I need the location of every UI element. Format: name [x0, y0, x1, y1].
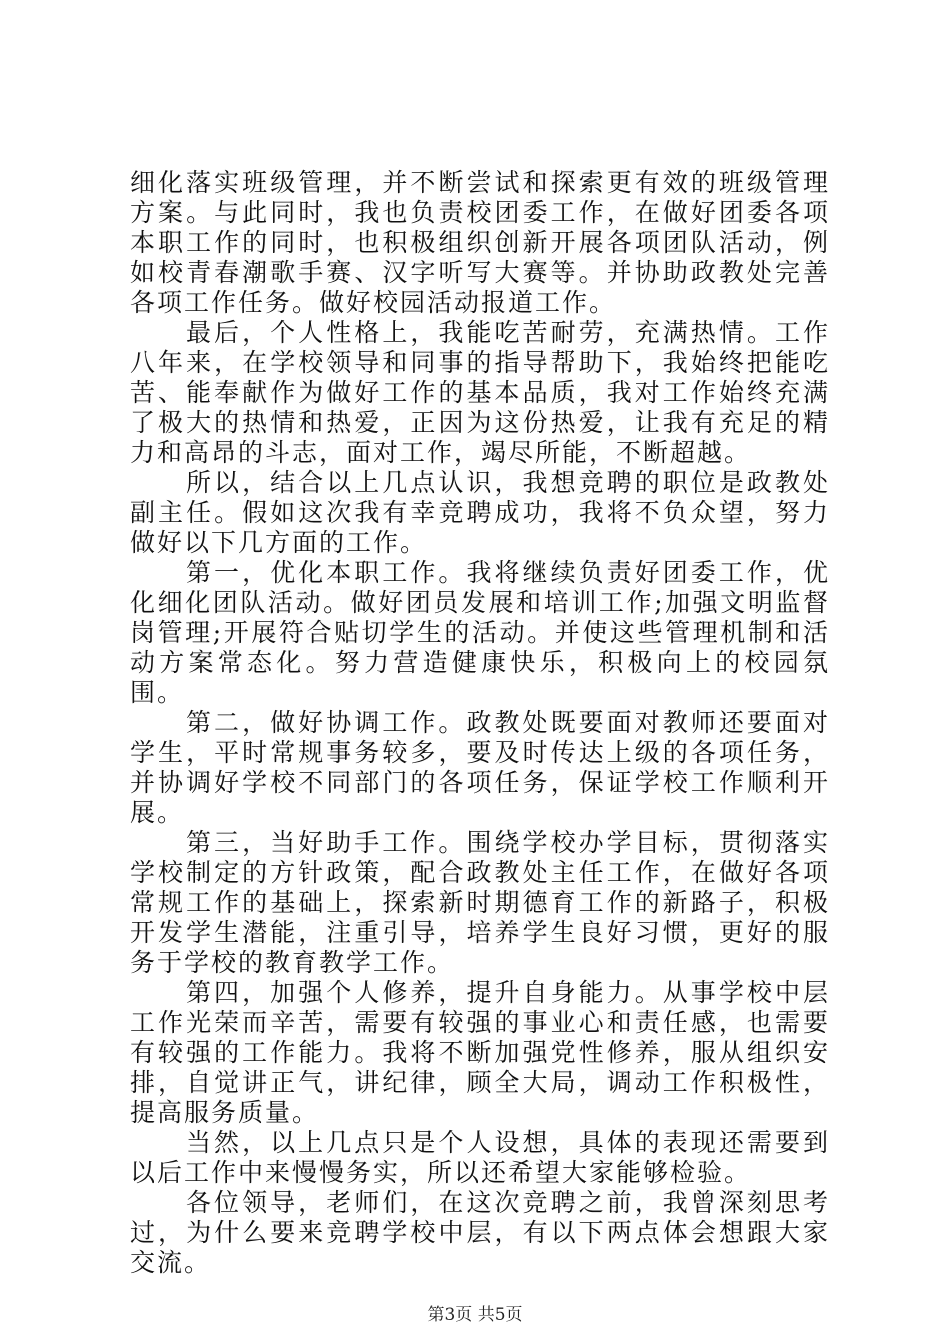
paragraph: 各位领导，老师们，在这次竞聘之前，我曾深刻思考过，为什么要来竞聘学校中层，有以下两点体会想跟大家交流。	[130, 1188, 830, 1277]
paragraph: 最后，个人性格上，我能吃苦耐劳，充满热情。工作八年来，在学校领导和同事的指导帮助下，我始终把能吃苦、能奉献作为做好工作的基本品质，我对工作始终充满了极大的热情和热爱，正因为这份热爱，让我有充足的精力和高昂的斗志，面对工作，竭尽所能，不断超越。	[130, 318, 830, 467]
paragraph: 第三，当好助手工作。围绕学校办学目标，贯彻落实学校制定的方针政策，配合政教处主任工作，在做好各项常规工作的基础上，探索新时期德育工作的新路子，积极开发学生潜能，注重引导，培养学生良好习惯，更好的服务于学校的教育教学工作。	[130, 828, 830, 977]
paragraph: 当然，以上几点只是个人设想，具体的表现还需要到以后工作中来慢慢务实，所以还希望大家能够检验。	[130, 1128, 830, 1187]
paragraph: 第一，优化本职工作。我将继续负责好团委工作，优化细化团队活动。做好团员发展和培训工作;加强文明监督岗管理;开展符合贴切学生的活动。并使这些管理机制和活动方案常态化。努力营造健康快乐，积极向上的校园氛围。	[130, 558, 830, 707]
page-number-footer: 第3页 共5页	[427, 1305, 523, 1325]
paragraph: 第四，加强个人修养，提升自身能力。从事学校中层工作光荣而辛苦，需要有较强的事业心和责任感，也需要有较强的工作能力。我将不断加强党性修养，服从组织安排，自觉讲正气，讲纪律，顾全大局，调动工作积极性，提高服务质量。	[130, 978, 830, 1127]
paragraph: 所以，结合以上几点认识，我想竞聘的职位是政教处副主任。假如这次我有幸竞聘成功，我将不负众望，努力做好以下几方面的工作。	[130, 468, 830, 557]
paragraph: 细化落实班级管理，并不断尝试和探索更有效的班级管理方案。与此同时，我也负责校团委工作，在做好团委各项本职工作的同时，也积极组织创新开展各项团队活动，例如校青春潮歌手赛、汉字听写大赛等。并协助政教处完善各项工作任务。做好校园活动报道工作。	[130, 168, 830, 317]
paragraph: 第二，做好协调工作。政教处既要面对教师还要面对学生，平时常规事务较多，要及时传达上级的各项任务，并协调好学校不同部门的各项任务，保证学校工作顺利开展。	[130, 708, 830, 827]
document-body	[130, 168, 830, 1278]
